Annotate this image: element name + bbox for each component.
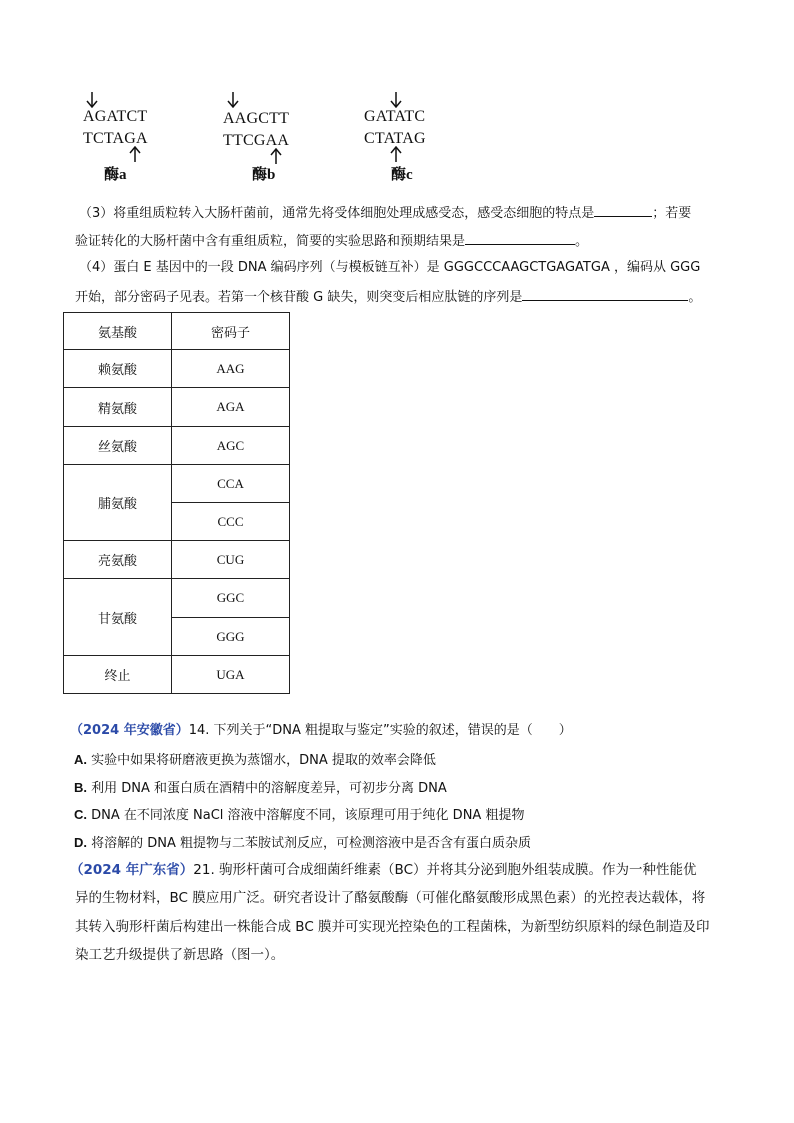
table-header-codon: 密码子 <box>172 313 290 350</box>
q3-line-2 <box>75 230 588 252</box>
enzyme-a-bottom-strand: TCTAGA <box>83 130 148 147</box>
q21-text-1: 21. 驹形杆菌可合成细菌纤维素（BC）并将其分泌到胞外组装成膜。作为一种性能优 <box>193 862 697 878</box>
q4-text-2b: 。 <box>688 290 702 305</box>
q21-line-1 <box>70 860 697 880</box>
q3-text-1b: ；若要 <box>652 206 692 221</box>
up-arrow-icon <box>270 148 282 164</box>
table-row <box>64 579 290 618</box>
q14-source: （2024 年安徽省） <box>70 723 189 738</box>
enzyme-a-top-strand: AGATCT <box>83 108 148 125</box>
table-row <box>64 656 290 694</box>
enzyme-b-top-strand: AAGCTT <box>223 110 290 127</box>
enzyme-b-label: 酶b <box>252 167 276 183</box>
table-row <box>64 388 290 427</box>
amino-acid-cell: 终止 <box>64 656 172 694</box>
option-letter: A. <box>74 752 87 767</box>
enzyme-a <box>83 106 148 183</box>
codon-cell: CCA <box>172 465 290 503</box>
answer-blank[interactable] <box>465 230 575 245</box>
q3-text-2b: 。 <box>575 234 589 249</box>
amino-acid-cell: 亮氨酸 <box>64 541 172 579</box>
q4-text-1: （4）蛋白 E 基因中的一段 DNA 编码序列（与模板链互补）是 GGGCCCAAGCTGAGATGA ，编码从 GGG <box>79 260 701 275</box>
down-arrow-icon <box>227 92 239 108</box>
q14-option-c[interactable] <box>74 805 524 826</box>
q4-text-2a: 开始，部分密码子见表。若第一个核苷酸 G 缺失，则突变后相应肽链的序列是 <box>75 290 523 305</box>
q21-line-4 <box>75 945 284 965</box>
q4-line-1 <box>79 258 700 278</box>
codon-table <box>63 312 290 694</box>
codon-cell: CCC <box>172 503 290 541</box>
option-text: 将溶解的 DNA 粗提物与二苯胺试剂反应，可检测溶液中是否含有蛋白质杂质 <box>91 836 532 851</box>
q3-text-1a: （3）将重组质粒转入大肠杆菌前，通常先将受体细胞处理成感受态，感受态细胞的特点是 <box>79 206 595 221</box>
codon-cell: UGA <box>172 656 290 694</box>
option-letter: D. <box>74 835 87 850</box>
answer-blank[interactable] <box>522 286 688 301</box>
amino-acid-cell: 甘氨酸 <box>64 579 172 656</box>
enzyme-b-bottom-strand: TTCGAA <box>223 132 290 149</box>
up-arrow-icon <box>129 146 141 162</box>
q4-line-2 <box>75 286 701 308</box>
up-arrow-icon <box>390 146 402 162</box>
table-row <box>64 350 290 388</box>
option-letter: C. <box>74 807 87 822</box>
q14-stem <box>70 721 572 741</box>
codon-cell: GGG <box>172 618 290 656</box>
codon-cell: AGC <box>172 427 290 465</box>
q21-text-2: 异的生物材料，BC 膜应用广泛。研究者设计了酪氨酸酶（可催化酪氨酸形成黑色素）的光控表达载体，将 <box>75 890 706 906</box>
enzyme-c-label: 酶c <box>391 167 413 183</box>
option-text: DNA 在不同浓度 NaCl 溶液中溶解度不同，该原理可用于纯化 DNA 粗提物 <box>91 808 525 823</box>
table-header-row <box>64 313 290 350</box>
enzyme-b <box>223 108 290 183</box>
table-row <box>64 541 290 579</box>
amino-acid-cell: 脯氨酸 <box>64 465 172 541</box>
option-text: 实验中如果将研磨液更换为蒸馏水，DNA 提取的效率会降低 <box>91 753 436 768</box>
q14-option-d[interactable] <box>74 833 531 854</box>
q21-line-3 <box>75 917 710 937</box>
option-letter: B. <box>74 780 87 795</box>
amino-acid-cell: 精氨酸 <box>64 388 172 427</box>
q21-text-3: 其转入驹形杆菌后构建出一株能合成 BC 膜并可实现光控染色的工程菌株，为新型纺织原料的绿色制造及印 <box>75 919 710 935</box>
down-arrow-icon <box>390 92 402 108</box>
amino-acid-cell: 丝氨酸 <box>64 427 172 465</box>
enzyme-c-bottom-strand: CTATAG <box>364 130 426 147</box>
q14-option-b[interactable] <box>74 778 447 799</box>
table-header-amino-acid: 氨基酸 <box>64 313 172 350</box>
codon-cell: GGC <box>172 579 290 618</box>
down-arrow-icon <box>86 92 98 108</box>
enzyme-c-top-strand: GATATC <box>364 108 426 125</box>
q3-line-1 <box>79 202 691 224</box>
option-text: 利用 DNA 和蛋白质在酒精中的溶解度差异，可初步分离 DNA <box>91 781 447 796</box>
answer-blank[interactable] <box>594 202 652 217</box>
codon-cell: AGA <box>172 388 290 427</box>
enzyme-a-label: 酶a <box>104 167 127 183</box>
amino-acid-cell: 赖氨酸 <box>64 350 172 388</box>
q3-text-2a: 验证转化的大肠杆菌中含有重组质粒，简要的实验思路和预期结果是 <box>75 234 466 249</box>
q21-source: （2024 年广东省） <box>70 862 194 878</box>
table-row <box>64 427 290 465</box>
q21-line-2 <box>75 888 705 908</box>
codon-cell: CUG <box>172 541 290 579</box>
q21-text-4: 染工艺升级提供了新思路（图一）。 <box>75 947 285 963</box>
q14-option-a[interactable] <box>74 750 436 771</box>
table-row <box>64 465 290 503</box>
enzyme-c <box>364 106 426 183</box>
q14-stem-text: 14. 下列关于“DNA 粗提取与鉴定”实验的叙述，错误的是（ ） <box>188 723 572 738</box>
codon-cell: AAG <box>172 350 290 388</box>
